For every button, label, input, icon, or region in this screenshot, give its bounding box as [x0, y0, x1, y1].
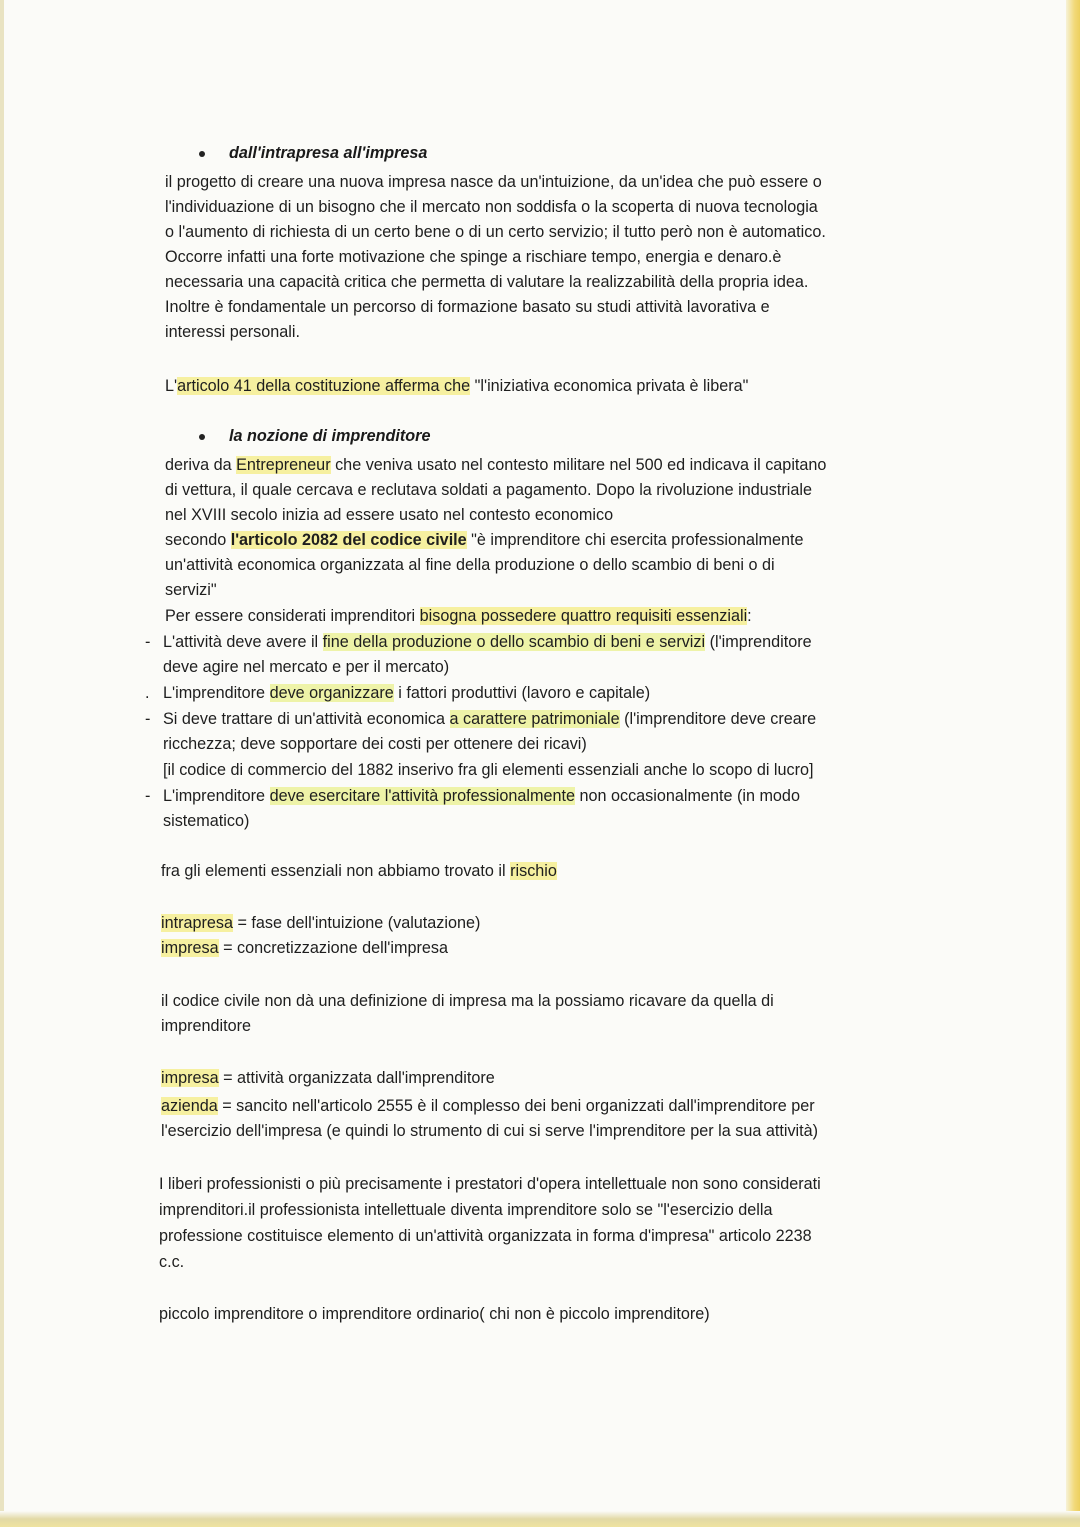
- dash-icon: -: [145, 633, 151, 651]
- paragraph-line: deve agire nel mercato e per il mercato): [163, 658, 450, 676]
- bullet-icon: [199, 151, 205, 157]
- paragraph-line: interessi personali.: [165, 323, 300, 341]
- definition-azienda: azienda = sancito nell'articolo 2555 è il complesso dei beni organizzati dall'imprenditore per: [161, 1097, 815, 1115]
- paragraph-line: Inoltre è fondamentale un percorso di formazione basato su studi attività lavorativa e: [165, 298, 770, 316]
- paragraph-line: l'esercizio dell'impresa (e quindi lo strumento di cui si serve l'imprenditore per la sua attività): [161, 1122, 819, 1140]
- scan-edge-left: [0, 0, 4, 1527]
- paragraph-line: secondo l'articolo 2082 del codice civile "è imprenditore chi esercita professionalmente: [165, 531, 804, 549]
- highlight: intrapresa: [161, 914, 233, 932]
- highlight: a carattere patrimoniale: [449, 710, 620, 728]
- highlight: fine della produzione o dello scambio di beni e servizi: [322, 633, 706, 651]
- dash-icon: -: [145, 710, 151, 728]
- bullet-icon: [199, 434, 205, 440]
- paragraph-line: deriva da Entrepreneur che veniva usato nel contesto militare nel 500 ed indicava il capitano: [165, 456, 827, 474]
- scan-edge-bottom: [0, 1511, 1080, 1527]
- highlight: deve organizzare: [269, 684, 394, 702]
- paragraph-line: ricchezza; deve sopportare dei costi per ottenere dei ricavi): [163, 735, 587, 753]
- dash-icon: -: [145, 787, 151, 805]
- highlight: bisogna possedere quattro requisiti essenziali: [419, 607, 748, 625]
- highlight: Entrepreneur: [236, 456, 331, 474]
- paragraph-line: Occorre infatti una forte motivazione che spinge a rischiare tempo, energia e denaro.è: [165, 248, 782, 266]
- paragraph-line: di vettura, il quale cercava e reclutava soldati a pagamento. Dopo la rivoluzione industriale: [165, 481, 812, 499]
- paragraph-line: professione costituisce elemento di un'attività organizzata in forma d'impresa" articolo 2238: [159, 1227, 812, 1245]
- highlight: azienda: [161, 1097, 218, 1115]
- requirements-intro: Per essere considerati imprenditori bisogna possedere quattro requisiti essenziali:: [165, 607, 752, 625]
- highlight: impresa: [161, 1069, 219, 1087]
- highlight: impresa: [161, 939, 219, 957]
- requirement-3: Si deve trattare di un'attività economica a carattere patrimoniale (l'imprenditore deve creare: [163, 710, 817, 728]
- article-41-line: L'articolo 41 della costituzione afferma che "l'iniziativa economica privata è libera": [165, 377, 749, 395]
- requirement-4: L'imprenditore deve esercitare l'attività professionalmente non occasionalmente (in modo: [163, 787, 800, 805]
- dash-icon: .: [145, 684, 150, 702]
- highlight: articolo 41 della costituzione afferma che: [177, 377, 471, 395]
- section-title-imprenditore: la nozione di imprenditore: [229, 427, 431, 445]
- definition-impresa-2: impresa = attività organizzata dall'imprenditore: [161, 1069, 495, 1087]
- scan-edge-right: [1066, 0, 1080, 1527]
- paragraph-line: il codice civile non dà una definizione di impresa ma la possiamo ricavare da quella di: [161, 992, 774, 1010]
- highlight: l'articolo 2082 del codice civile: [230, 531, 467, 549]
- highlight: rischio: [510, 862, 557, 880]
- paragraph-line: imprenditore: [161, 1017, 251, 1035]
- paragraph-line: [il codice di commercio del 1882 inserivo fra gli elementi essenziali anche lo scopo di lucro]: [163, 761, 814, 779]
- paragraph-line: un'attività economica organizzata al fine della produzione o dello scambio di beni o di: [165, 556, 775, 574]
- definition-intrapresa: intrapresa = fase dell'intuizione (valutazione): [161, 914, 481, 932]
- rischio-line: fra gli elementi essenziali non abbiamo trovato il rischio: [161, 862, 557, 880]
- paragraph-line: sistematico): [163, 812, 250, 830]
- requirement-2: L'imprenditore deve organizzare i fattori produttivi (lavoro e capitale): [163, 684, 651, 702]
- paragraph-line: nel XVIII secolo inizia ad essere usato nel contesto economico: [165, 506, 614, 524]
- paragraph-line: I liberi professionisti o più precisamente i prestatori d'opera intellettuale non sono considerati: [159, 1175, 821, 1193]
- paragraph-line: piccolo imprenditore o imprenditore ordinario( chi non è piccolo imprenditore): [159, 1305, 710, 1323]
- paragraph-line: necessaria una capacità critica che permetta di valutare la realizzabilità della propria idea.: [165, 273, 809, 291]
- paragraph-line: c.c.: [159, 1253, 185, 1271]
- requirement-1: L'attività deve avere il fine della produzione o dello scambio di beni e servizi (l'imprenditore: [163, 633, 812, 651]
- highlight: deve esercitare l'attività professionalmente: [269, 787, 575, 805]
- definition-impresa: impresa = concretizzazione dell'impresa: [161, 939, 448, 957]
- section-title-intrapresa: dall'intrapresa all'impresa: [229, 144, 428, 162]
- paragraph-line: imprenditori.il professionista intellettuale diventa imprenditore solo se "l'esercizio della: [159, 1201, 773, 1219]
- paragraph-line: il progetto di creare una nuova impresa nasce da un'intuizione, da un'idea che può essere o: [165, 173, 822, 191]
- paragraph-line: o l'aumento di richiesta di un certo bene o di un certo servizio; il tutto però non è automatico.: [165, 223, 826, 241]
- paragraph-line: servizi": [165, 581, 217, 599]
- paragraph-line: l'individuazione di un bisogno che il mercato non soddisfa o la scoperta di nuova tecnologia: [165, 198, 818, 216]
